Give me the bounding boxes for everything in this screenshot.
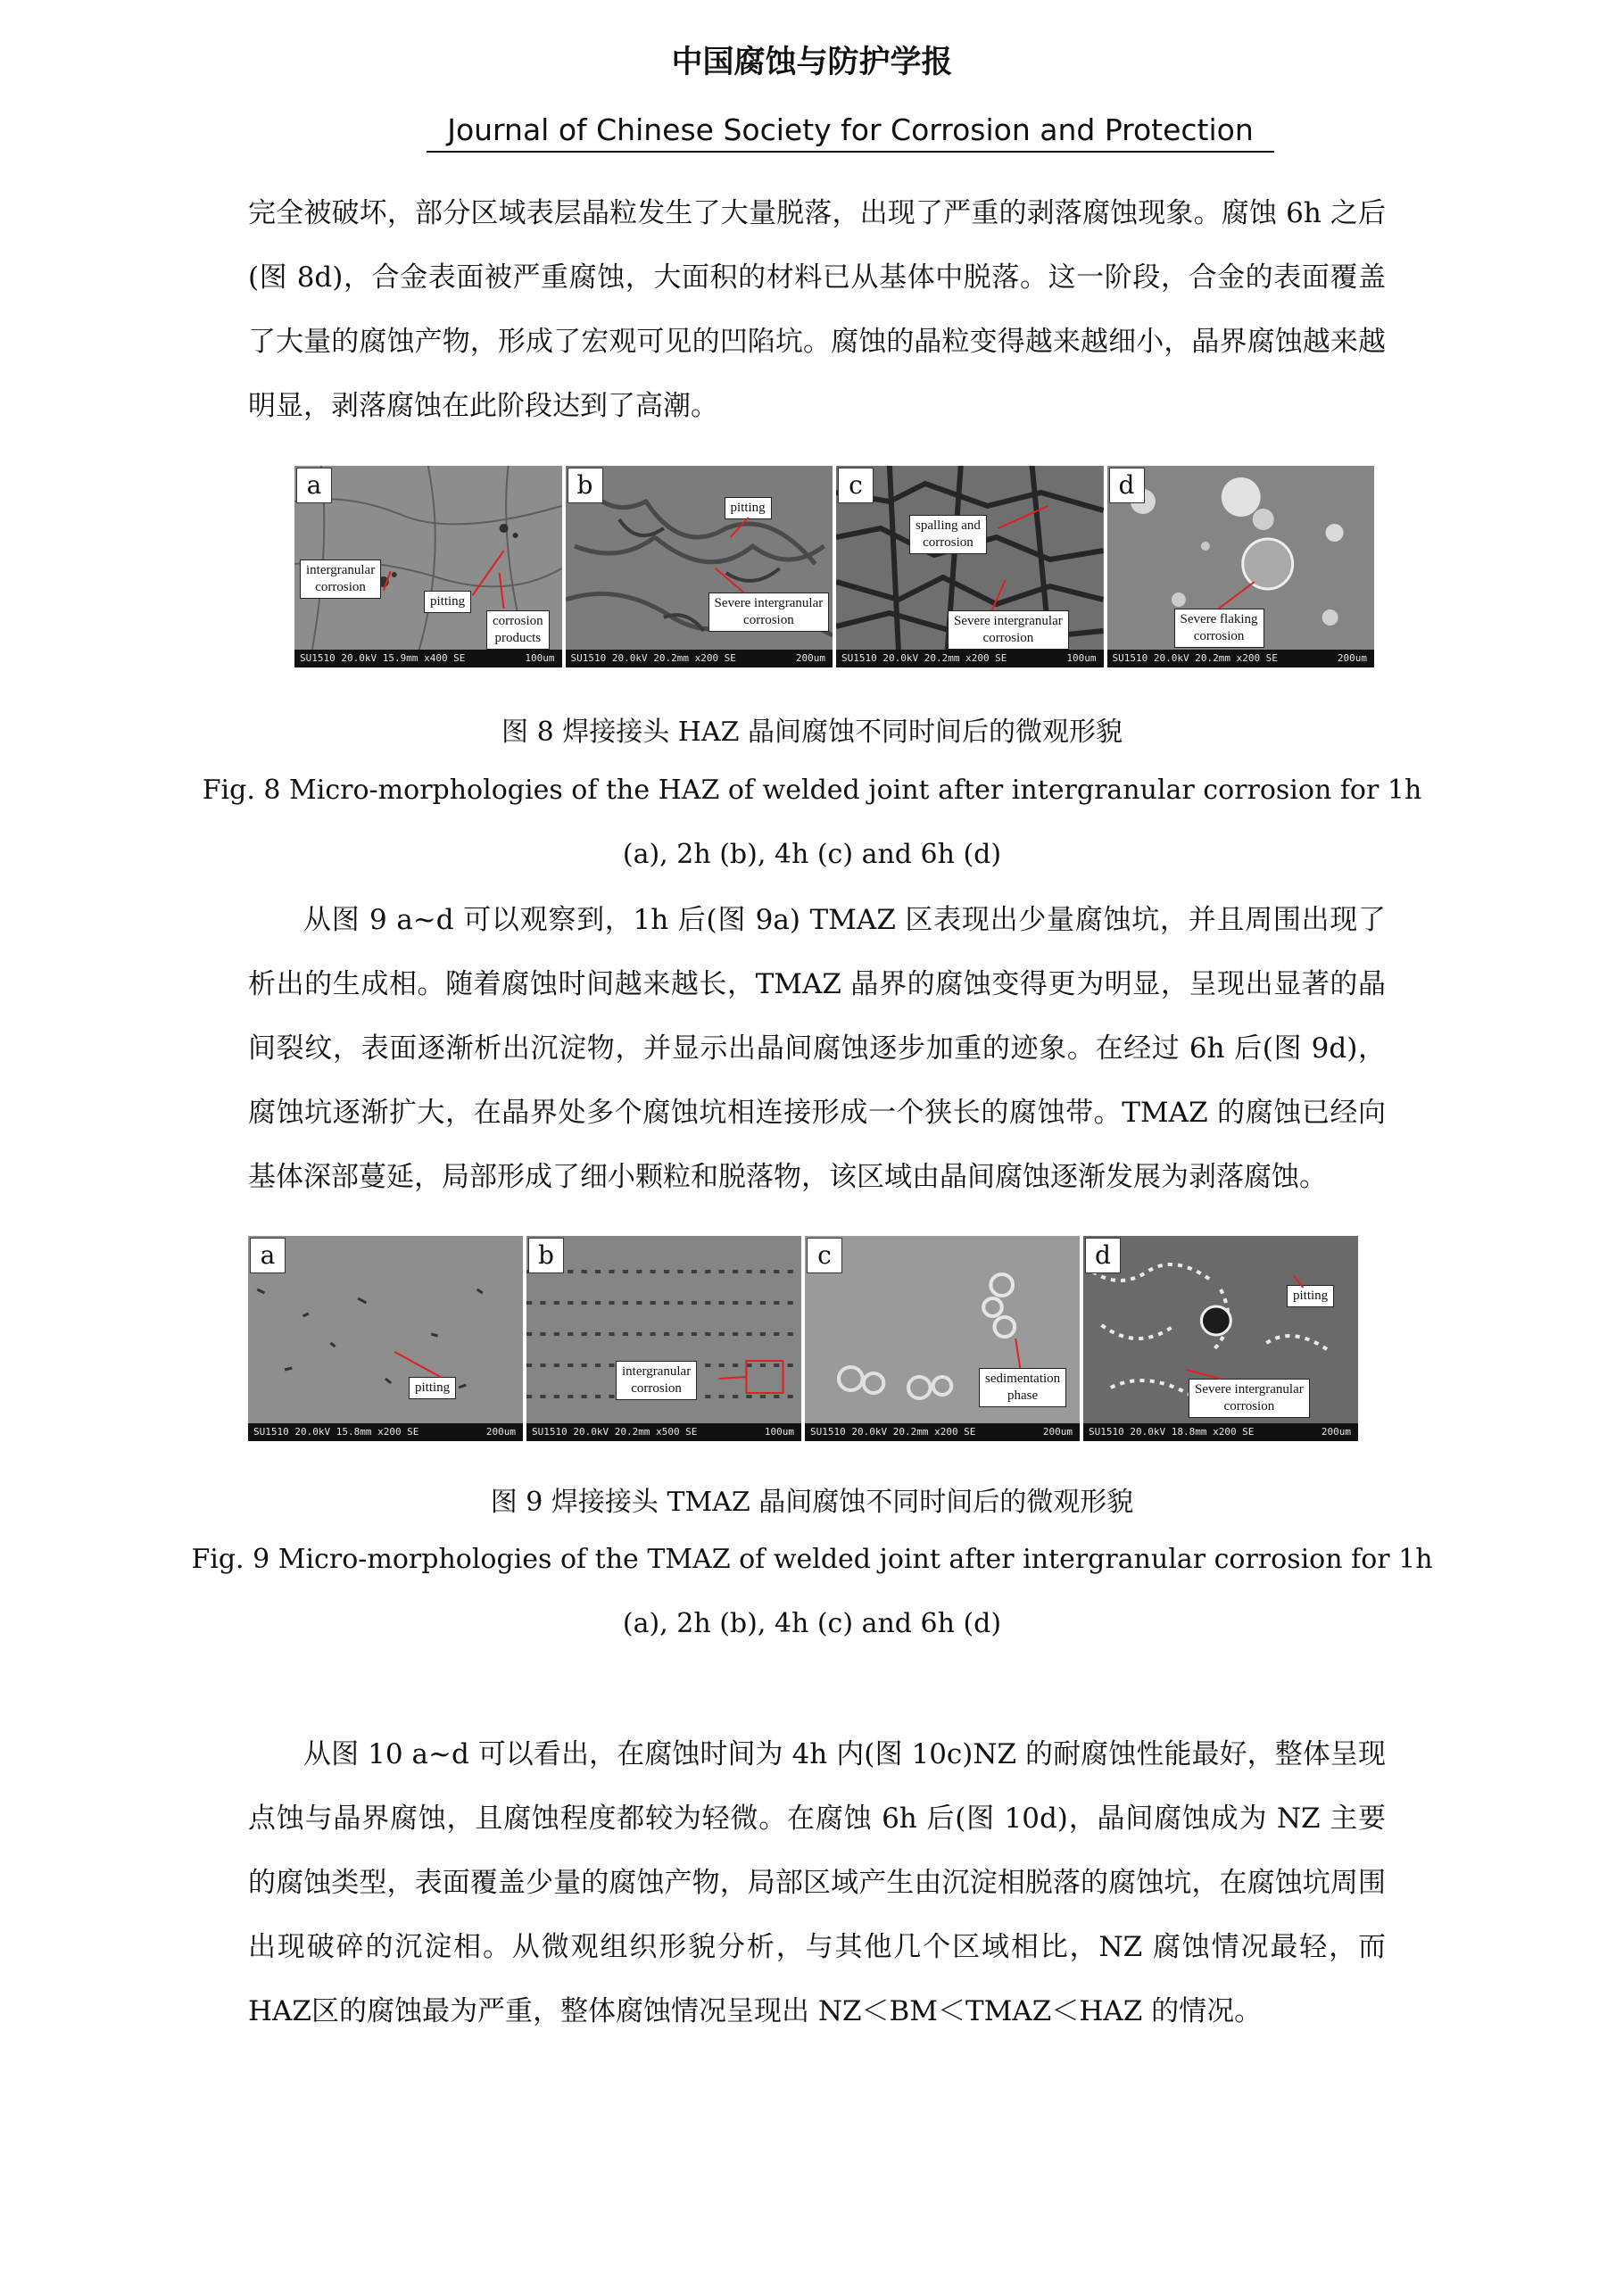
annotation-line: pitting: [730, 501, 766, 515]
scale-bar-label: 100um: [764, 1426, 794, 1438]
panel-label-c: c: [838, 468, 874, 503]
panel-label-b: b: [528, 1238, 564, 1273]
annotation-line: sedimentation: [985, 1372, 1061, 1386]
annotation-line: corrosion: [1193, 629, 1245, 643]
annotation-severe-intergranular-corrosion: [948, 610, 1069, 650]
sem-info-bar: [294, 650, 562, 667]
annotation-severe-intergranular-corrosion: [708, 593, 830, 632]
scale-bar-label: 200um: [1321, 1426, 1351, 1438]
annotation-pitting: [409, 1377, 456, 1399]
sem-parameters: SU1510 20.0kV 20.2mm x200 SE: [810, 1426, 976, 1438]
panel-label-d: d: [1085, 1238, 1121, 1273]
figure-9-panel-b: [526, 1236, 801, 1441]
panel-label-c: c: [807, 1238, 842, 1273]
sem-info-bar: [836, 650, 1104, 667]
annotation-line: pitting: [430, 594, 466, 609]
panel-label-a: a: [296, 468, 332, 503]
body-paragraph-2: 从图 9 a~d 可以观察到，1h 后(图 9a) TMAZ 区表现出少量腐蚀坑，并且周围出现了析出的生成相。随着腐蚀时间越来越长，TMAZ 晶界的腐蚀变得更为明显，呈现出显著的晶间裂纹，表面逐渐析出沉淀物，并显示出晶间腐蚀逐步加重的迹象。在经过 6h 后(图 9d)，腐蚀坑逐渐扩大，在晶界处多个腐蚀坑相连接形成一个狭长的腐蚀带。TMAZ 的腐蚀已经向基体深部蔓延，局部形成了细小颗粒和脱落物，该区域由晶间腐蚀逐渐发展为剥落腐蚀。: [248, 904, 1386, 1193]
figure-8-caption-en-line2: (a), 2h (b), 4h (c) and 6h (d): [622, 839, 1002, 870]
sem-info-bar: [1083, 1423, 1358, 1441]
annotation-line: Severe flaking: [1180, 612, 1258, 626]
annotation-line: Severe intergranular: [954, 614, 1063, 628]
annotation-intergranular-corrosion: [300, 559, 381, 599]
scale-bar-label: 200um: [485, 1426, 516, 1438]
sem-info-bar: [566, 650, 833, 667]
figure-9-caption-en-line1: Fig. 9 Micro-morphologies of the TMAZ of welded joint after intergranular corrosion for 1h: [191, 1544, 1433, 1575]
sem-micrograph-c: [805, 1236, 1080, 1441]
annotation-line: products: [494, 631, 542, 645]
figure-9-caption-en-line2: (a), 2h (b), 4h (c) and 6h (d): [622, 1608, 1002, 1639]
figure-8-panel-d: [1107, 466, 1375, 667]
sem-info-bar: [248, 1423, 523, 1441]
annotation-line: corrosion: [923, 535, 974, 550]
journal-title-en: Journal of Chinese Society for Corrosion and Protection: [427, 112, 1274, 153]
annotation-line: intergranular: [306, 563, 376, 577]
sem-micrograph-b: [566, 466, 833, 667]
panel-label-b: b: [568, 468, 603, 503]
annotation-intergranular-corrosion: [616, 1361, 697, 1400]
sem-info-bar: [1107, 650, 1375, 667]
figure-8-caption-en-line1: Fig. 8 Micro-morphologies of the HAZ of welded joint after intergranular corrosion for 1h: [202, 775, 1422, 806]
annotation-line: corrosion: [1223, 1399, 1275, 1413]
body-paragraph-3: 从图 10 a~d 可以看出，在腐蚀时间为 4h 内(图 10c)NZ 的耐腐蚀性能最好，整体呈现点蚀与晶界腐蚀，且腐蚀程度都较为轻微。在腐蚀 6h 后(图 10d)，晶间腐蚀成为 NZ 主要的腐蚀类型，表面覆盖少量的腐蚀产物，局部区域产生由沉淀相脱落的腐蚀坑，在腐蚀坑周围出现破碎的沉淀相。从微观组织形貌分析，与其他几个区域相比，NZ 腐蚀情况最轻，而 HAZ区的腐蚀最为严重，整体腐蚀情况呈现出 NZ＜BM＜TMAZ＜HAZ 的情况。: [248, 1738, 1386, 2027]
figure-8: [294, 466, 1374, 667]
annotation-severe-flaking-corrosion: [1174, 609, 1264, 648]
annotation-line: spalling and: [916, 518, 981, 533]
annotation-line: phase: [1007, 1388, 1039, 1403]
figure-8-caption-cn: 图 8 焊接接头 HAZ 晶间腐蚀不同时间后的微观形貌: [501, 717, 1123, 748]
annotation-line: intergranular: [622, 1364, 692, 1379]
annotation-pitting: [725, 497, 772, 519]
figure-8-panel-b: [566, 466, 833, 667]
body-paragraph-1: 完全被破坏，部分区域表层晶粒发生了大量脱落，出现了严重的剥落腐蚀现象。腐蚀 6h 之后(图 8d)，合金表面被严重腐蚀，大面积的材料已从基体中脱落。这一阶段，合金的表面覆盖了大量的腐蚀产物，形成了宏观可见的凹陷坑。腐蚀的晶粒变得越来越细小，晶界腐蚀越来越明显，剥落腐蚀在此阶段达到了高潮。: [248, 197, 1386, 422]
sem-parameters: SU1510 20.0kV 18.8mm x200 SE: [1089, 1426, 1255, 1438]
sem-info-bar: [526, 1423, 801, 1441]
annotation-line: corrosion: [743, 613, 794, 627]
scale-bar-label: 200um: [1337, 652, 1367, 664]
sem-parameters: SU1510 20.0kV 20.2mm x200 SE: [570, 652, 736, 664]
annotation-line: Severe intergranular: [714, 596, 824, 610]
annotation-severe-intergranular-corrosion: [1189, 1379, 1310, 1418]
sem-parameters: SU1510 20.0kV 15.9mm x400 SE: [300, 652, 466, 664]
panel-label-d: d: [1109, 468, 1145, 503]
figure-9-caption-cn: 图 9 焊接接头 TMAZ 晶间腐蚀不同时间后的微观形貌: [490, 1487, 1134, 1518]
annotation-line: corrosion: [982, 631, 1034, 645]
sem-parameters: SU1510 20.0kV 15.8mm x200 SE: [253, 1426, 419, 1438]
annotation-line: corrosion: [631, 1381, 682, 1396]
sem-micrograph-a: [248, 1236, 523, 1441]
figure-8-panel-a: [294, 466, 562, 667]
scale-bar-label: 200um: [1042, 1426, 1073, 1438]
annotation-corrosion-products: [486, 610, 550, 650]
journal-title-cn: 中国腐蚀与防护学报: [671, 45, 953, 80]
sem-info-bar: [805, 1423, 1080, 1441]
figure-9: [248, 1236, 1358, 1441]
figure-8-panel-c: [836, 466, 1104, 667]
figure-9-panel-c: [805, 1236, 1080, 1441]
annotation-line: corrosion: [315, 580, 366, 594]
annotation-line: Severe intergranular: [1195, 1382, 1304, 1397]
annotation-line: pitting: [1293, 1289, 1329, 1303]
annotation-sedimentation-phase: [979, 1368, 1066, 1407]
figure-9-panel-d: [1083, 1236, 1358, 1441]
annotation-pitting: [424, 591, 471, 613]
annotation-line: pitting: [415, 1380, 451, 1395]
sem-micrograph-b: [526, 1236, 801, 1441]
scale-bar-label: 100um: [525, 652, 555, 664]
sem-parameters: SU1510 20.0kV 20.2mm x200 SE: [841, 652, 1007, 664]
sem-parameters: SU1510 20.0kV 20.2mm x500 SE: [532, 1426, 698, 1438]
scale-bar-label: 200um: [795, 652, 825, 664]
sem-parameters: SU1510 20.0kV 20.2mm x200 SE: [1112, 652, 1278, 664]
scale-bar-label: 100um: [1066, 652, 1097, 664]
figure-9-panel-a: [248, 1236, 523, 1441]
annotation-spalling-and-corrosion: [909, 515, 987, 554]
annotation-line: corrosion: [493, 614, 543, 628]
panel-label-a: a: [250, 1238, 286, 1273]
annotation-pitting: [1287, 1285, 1334, 1307]
